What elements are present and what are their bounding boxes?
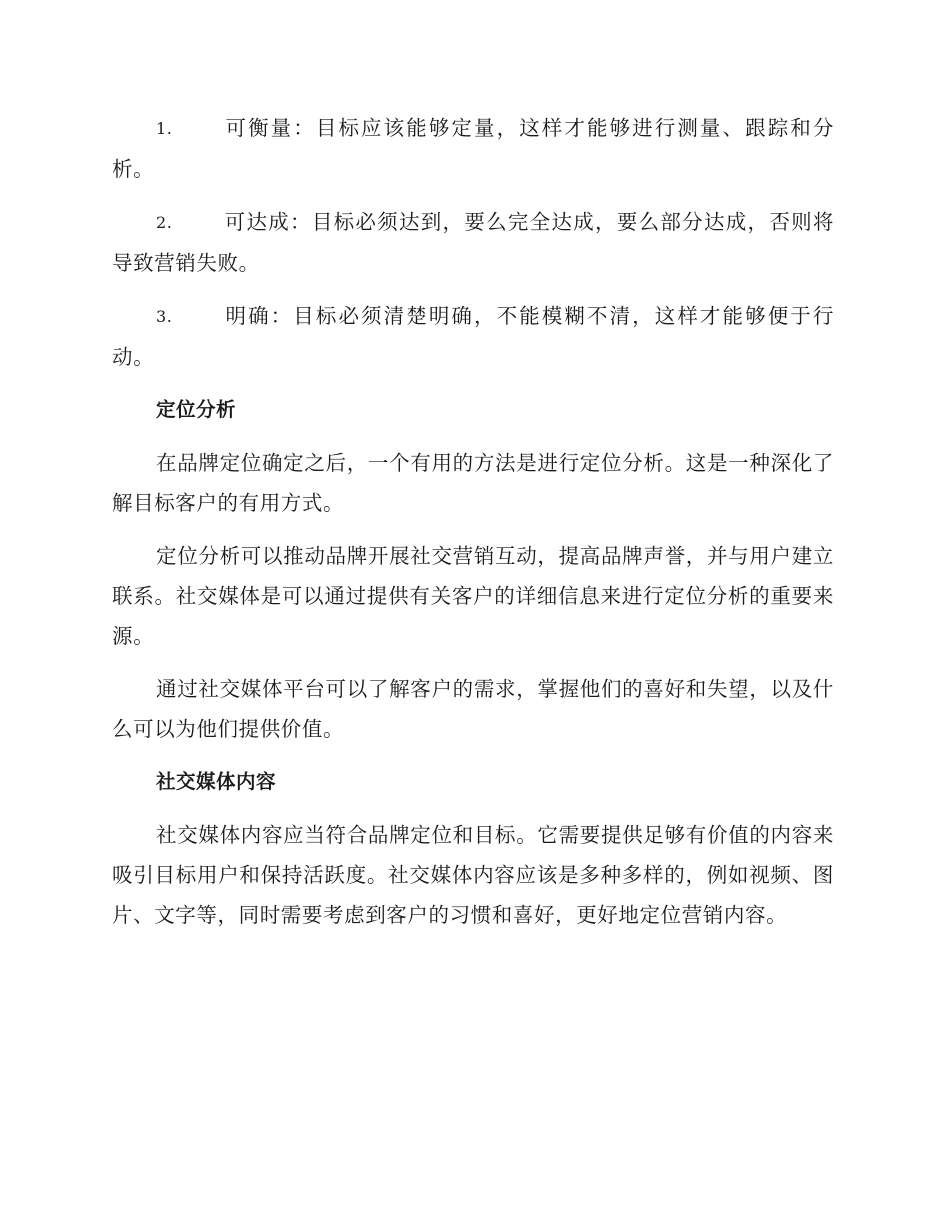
paragraph: 通过社交媒体平台可以了解客户的需求，掌握他们的喜好和失望，以及什么可以为他们提供价值。 — [112, 677, 834, 741]
section-heading: 定位分析 — [156, 398, 237, 421]
paragraph: 社交媒体内容应当符合品牌定位和目标。它需要提供足够有价值的内容来吸引目标用户和保持活跃度。社交媒体内容应该是多种多样的，例如视频、图片、文字等，同时需要考虑到客户的习惯和喜好，更好地定位营销内容。 — [112, 823, 834, 927]
list-item — [112, 296, 834, 377]
list-number: 3. — [156, 307, 173, 326]
list-item — [112, 202, 834, 283]
document-page — [112, 108, 834, 948]
list-item — [112, 108, 834, 189]
list-number: 1. — [156, 119, 173, 138]
list-text: 可达成：目标必须达到，要么完全达成，要么部分达成，否则将导致营销失败。 — [112, 210, 834, 275]
list-text: 可衡量：目标应该能够定量，这样才能够进行测量、跟踪和分析。 — [112, 116, 834, 181]
paragraph: 定位分析可以推动品牌开展社交营销互动，提高品牌声誉，并与用户建立联系。社交媒体是可以通过提供有关客户的详细信息来进行定位分析的重要来源。 — [112, 544, 834, 648]
paragraph: 在品牌定位确定之后，一个有用的方法是进行定位分析。这是一种深化了解目标客户的有用方式。 — [112, 451, 834, 515]
list-number: 2. — [156, 213, 173, 232]
section-heading: 社交媒体内容 — [156, 770, 277, 793]
list-text: 明确：目标必须清楚明确，不能模糊不清，这样才能够便于行动。 — [112, 304, 834, 369]
